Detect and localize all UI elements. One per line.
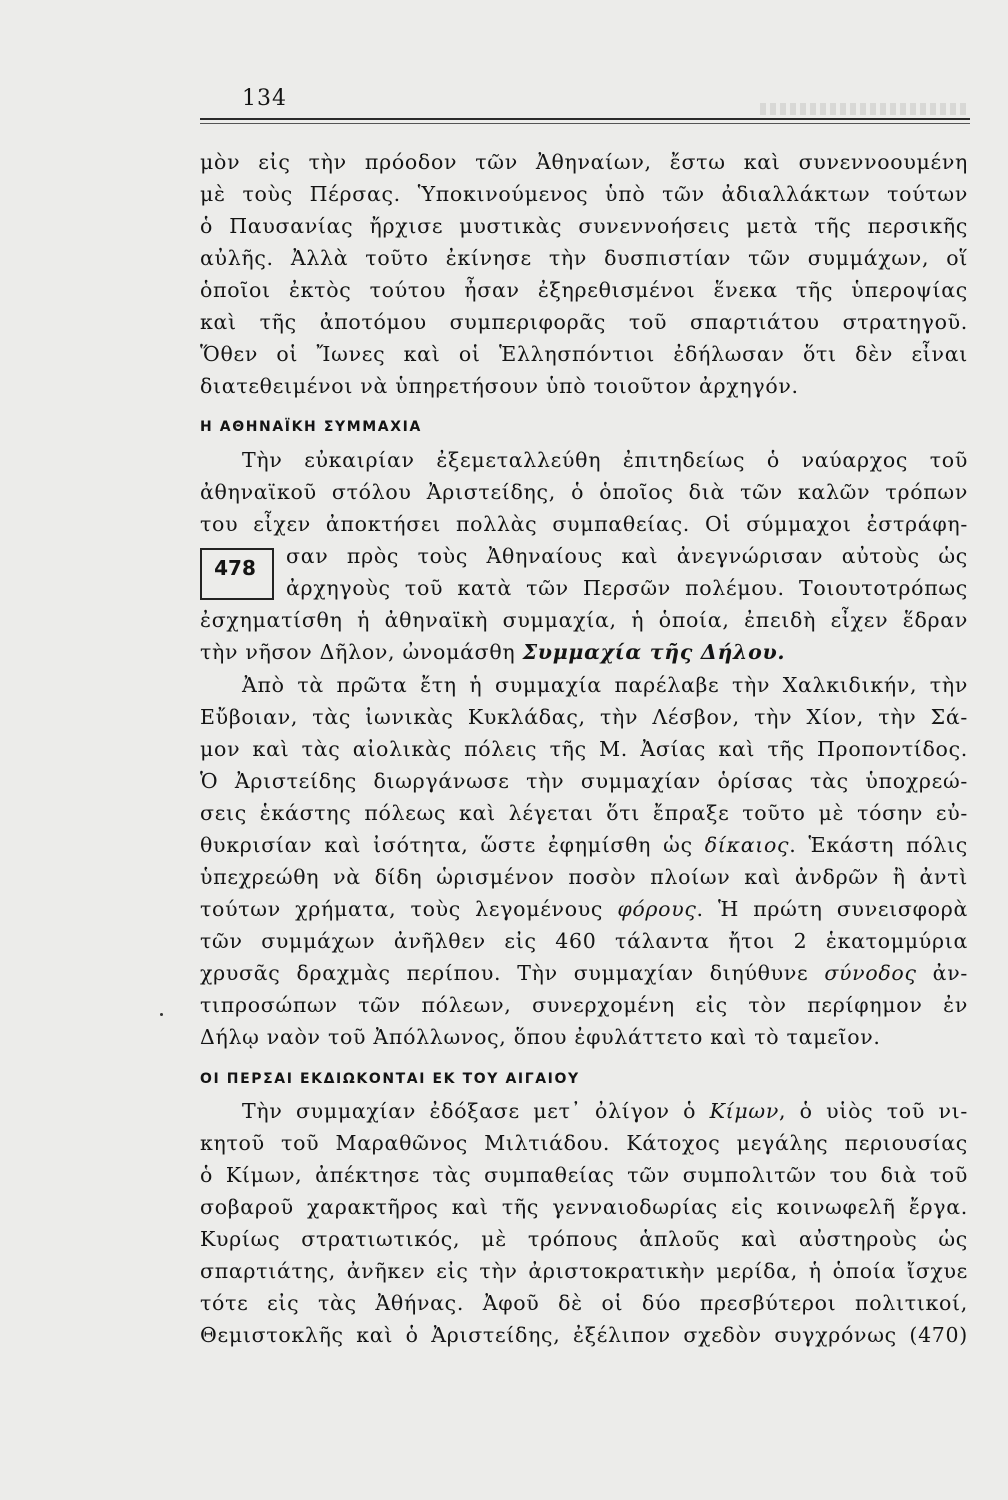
text-line: μὸν εἰς τὴν πρόοδον τῶν Ἀθηναίων, ἔστω καὶ συνεννοουμένη [200, 150, 968, 174]
header-ornament [760, 103, 970, 115]
text-line: σαν πρὸς τοὺς Ἀθηναίους καὶ ἀνεγνώρισαν αὐτοὺς ὡς [286, 544, 968, 568]
text-line: Ἀπὸ τὰ πρῶτα ἔτη ἡ συμμαχία παρέλαβε τὴν Χαλκιδικήν, τὴν [242, 673, 968, 697]
text-line: καὶ τῆς ἀποτόμου συμπεριφορᾶς τοῦ σπαρτιάτου στρατηγοῦ. [200, 310, 968, 334]
italic-term: φόρους [617, 897, 697, 921]
text-segment: χρυσᾶς δραχμὰς περίπου. Τὴν συμμαχίαν διηύθυνε [200, 961, 825, 985]
print-speck [160, 1013, 163, 1016]
italic-term: δίκαιος [704, 833, 790, 857]
text-line [200, 833, 968, 865]
text-line: ὁ Παυσανίας ἤρχισε μυστικὰς συνεννοήσεις μετὰ τῆς περσικῆς [200, 214, 968, 238]
section-heading: Η ΑΘΗΝΑΪΚΗ ΣΥΜΜΑΧΙΑ [200, 419, 422, 435]
text-line: ἐσχηματίσθη ἡ ἀθηναϊκὴ συμμαχία, ἡ ὁποία, ἐπειδὴ εἶχεν ἕδραν [200, 608, 968, 632]
text-line: ἀθηναϊκοῦ στόλου Ἀριστείδης, ὁ ὁποῖος διὰ τῶν καλῶν τρόπων [200, 480, 968, 504]
text-line: κητοῦ τοῦ Μαραθῶνος Μιλτιάδου. Κάτοχος μεγάλης περιουσίας [200, 1131, 968, 1155]
text-line: σπαρτιάτης, ἀνῆκεν εἰς τὴν ἀριστοκρατικὴν μερίδα, ἡ ὁποία ἴσχυε [200, 1259, 968, 1283]
header-rule [200, 118, 970, 120]
emphasis-term: Συμμαχία τῆς Δήλου. [522, 640, 786, 664]
text-line [200, 897, 968, 929]
text-segment: τὴν νῆσον Δῆλον, ὠνομάσθη [200, 640, 523, 664]
text-line: ὁ Κίμων, ἀπέκτησε τὰς συμπαθείας τῶν συμπολιτῶν του διὰ τοῦ [200, 1163, 968, 1187]
text-line: τιπροσώπων τῶν πόλεων, συνερχομένη εἰς τὸν περίφημον ἐν [200, 993, 968, 1017]
text-line: τότε εἰς τὰς Ἀθήνας. Ἀφοῦ δὲ οἱ δύο πρεσβύτεροι πολιτικοί, [200, 1291, 968, 1315]
text-line: σοβαροῦ χαρακτῆρος καὶ τῆς γενναιοδωρίας εἰς κοινωφελῆ ἔργα. [200, 1195, 968, 1219]
page-number: 134 [242, 86, 287, 111]
text-line: ὑπεχρεώθη νὰ δίδη ὡρισμένον ποσὸν πλοίων καὶ ἀνδρῶν ἢ ἀντὶ [200, 865, 968, 889]
text-line: Θεμιστοκλῆς καὶ ὁ Ἀριστείδης, ἐξέλιπον σχεδὸν συγχρόνως (470) [200, 1323, 968, 1347]
text-segment: ἀν- [916, 961, 968, 985]
text-line: Ὅθεν οἱ Ἴωνες καὶ οἱ Ἑλλησπόντιοι ἐδήλωσαν ὅτι δὲν εἶναι [200, 342, 968, 366]
text-line: Δήλῳ ναὸν τοῦ Ἀπόλλωνος, ὅπου ἐφυλάττετο καὶ τὸ ταμεῖον. [200, 1025, 881, 1049]
text-line: του εἶχεν ἀποκτήσει πολλὰς συμπαθείας. Οἱ σύμμαχοι ἐστράφη- [200, 512, 968, 536]
text-line [200, 640, 968, 672]
text-segment: τούτων χρήματα, τοὺς λεγομένους [200, 897, 618, 921]
text-line: μον καὶ τὰς αἰολικὰς πόλεις τῆς Μ. Ἀσίας καὶ τῆς Προποντίδος. [200, 737, 968, 761]
header-rule-thin [200, 123, 970, 124]
text-segment: . Ἡ πρώτη συνεισφορὰ [696, 897, 968, 921]
italic-term: Κίμων [709, 1099, 779, 1123]
text-line: Εὔβοιαν, τὰς ἰωνικὰς Κυκλάδας, τὴν Λέσβον, τὴν Χίον, τὴν Σά- [200, 705, 968, 729]
text-line: διατεθειμένοι νὰ ὑπηρετήσουν ὑπὸ τοιοῦτον ἀρχηγόν. [200, 374, 799, 398]
text-segment: Τὴν συμμαχίαν ἐδόξασε μετ᾽ ὀλίγον ὁ [242, 1099, 710, 1123]
text-line: ἀρχηγοὺς τοῦ κατὰ τῶν Περσῶν πολέμου. Τοιουτοτρόπως [286, 576, 968, 600]
text-segment: θυκρισίαν καὶ ἰσότητα, ὥστε ἐφημίσθη ὡς [200, 833, 705, 857]
text-segment: . Ἑκάστη πόλις [789, 833, 968, 857]
text-line: αὐλῆς. Ἀλλὰ τοῦτο ἐκίνησε τὴν δυσπιστίαν τῶν συμμάχων, οἵ [200, 246, 968, 270]
text-line: Τὴν εὐκαιρίαν ἐξεμεταλλεύθη ἐπιτηδείως ὁ ναύαρχος τοῦ [242, 448, 968, 472]
section-heading: ΟΙ ΠΕΡΣΑΙ ΕΚΔΙΩΚΟΝΤΑΙ ΕΚ ΤΟΥ ΑΙΓΑΙΟΥ [200, 1071, 580, 1087]
italic-term: σύνοδος [824, 961, 917, 985]
text-line: μὲ τοὺς Πέρσας. Ὑποκινούμενος ὑπὸ τῶν ἀδιαλλάκτων τούτων [200, 182, 968, 206]
text-segment: , ὁ υἱὸς τοῦ νι- [779, 1099, 968, 1123]
text-line: τῶν συμμάχων ἀνῆλθεν εἰς 460 τάλαντα ἤτοι 2 ἑκατομμύρια [200, 929, 968, 953]
text-line: Κυρίως στρατιωτικός, μὲ τρόπους ἁπλοῦς καὶ αὐστηροὺς ὡς [200, 1227, 968, 1251]
text-line [200, 961, 968, 993]
text-line: ὁποῖοι ἐκτὸς τούτου ἦσαν ἐξηρεθισμένοι ἕνεκα τῆς ὑπεροψίας [200, 278, 968, 302]
text-line: σεις ἑκάστης πόλεως καὶ λέγεται ὅτι ἔπραξε τοῦτο μὲ τόσην εὐ- [200, 801, 968, 825]
text-line [200, 1099, 968, 1131]
margin-date: 478 [214, 556, 256, 580]
text-line: Ὁ Ἀριστείδης διωργάνωσε τὴν συμμαχίαν ὁρίσας τὰς ὑποχρεώ- [200, 769, 968, 793]
